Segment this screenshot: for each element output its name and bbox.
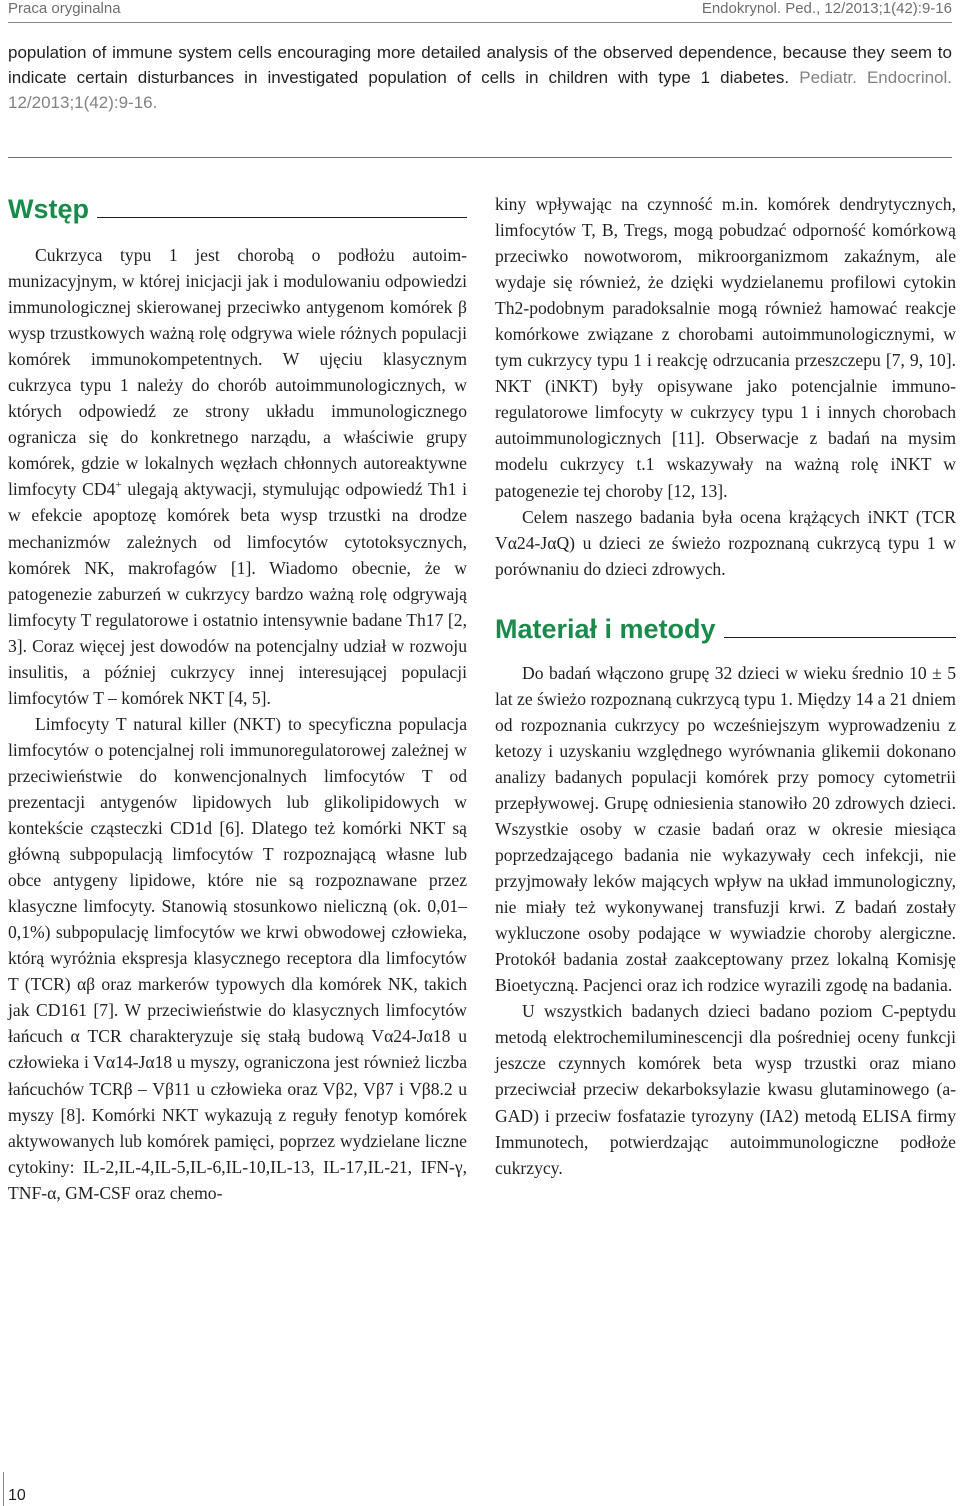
intro-paragraph-2: Limfocyty T natural killer (NKT) to specyficzna populacja limfocytów o potencjalnej roli immunoregulatorowej zależnej w przeciwieństwie do konwencjonalnych limfocytów T od prezentacji antygenów lipidowych lub glikolipidowych w kontekście cząsteczki CD1d [6]. Dlatego też komórki NKT są główną subpopulacją limfocytów T rozpoznającą własne lub obce antygeny lipidowe, które nie są rozpoznawane przez klasyczne limfocyty. Stanowią stosunkowo nieliczną (ok. 0,01–0,1%) subpopulację limfocytów we krwi obwodowej człowieka, którą wyróżnia ekspresja klasycznego receptora dla limfocytów T (TCR) αβ oraz markerów typowych dla komórek NK, takich jak CD161 [7]. W przeciwieństwie do klasycznych limfocytów łańcuch α TCR charakteryzuje się stałą budową Vα24-Jα18 u człowieka i Vα14-Jα18 u myszy, ograniczona jest również liczba łańcuchów TCRβ – Vβ11 u człowieka oraz Vβ2, Vβ7 i Vβ8.2 u myszy [8]. Komórki NKT wykazują z reguły fenotyp komórek aktywowanych lub komórek pamięci, poprzez wydzielane liczne cytokiny: IL-2,IL-4,IL-5,IL-6,IL-10,IL-13, IL-17,IL-21, IFN-γ, TNF-α, GM-CSF oraz chemo- (8, 713, 467, 1203)
right-column (495, 191, 956, 1181)
methods-heading (495, 612, 956, 646)
page-number-rule (3, 1472, 4, 1506)
heading-rule (97, 217, 467, 218)
intro-p1-text: Cukrzyca typu 1 jest chorobą o podłożu autoimmunizacyjnym, w której inicjacji jak i modulowaniu odpowiedzi immunologicznej skierowanej przeciwko antygenom komórek β wysp trzustkowych ważną rolę odgrywa wiele różnych populacji komórek immunokompetentnych. W ujęciu klasycznym cukrzyca typu 1 należy do chorób autoimmunologicznych, w których odpowiedź ze strony układu immunologicznego ogranicza się do konkretnego narządu, a właściwie grupy komórek, gdzie w lokalnych węzłach chłonnych autoreaktywne limfocyty CD4 (8, 245, 467, 500)
superscript-plus: + (115, 479, 122, 492)
article-type-label: Praca oryginalna (8, 0, 121, 17)
intro-heading-text: Wstęp (8, 194, 89, 224)
aim-paragraph: Celem naszego badania była ocena krążących iNKT (TCR Vα24-JαQ) u dzieci ze świeżo rozpoznaną cukrzycą typu 1 w porównaniu do dzieci zdrowych. (495, 506, 956, 579)
intro-heading (8, 192, 467, 226)
intro-paragraph-1 (8, 242, 467, 711)
intro-p1-continued: ulegają aktywacji, stymulując odpowiedź Th1 i w efekcie apoptozę komórek beta wysp trzustki na drodze mechanizmów zależnych od limfocytów cytotoksycznych, komórek NK, makrofagów [1]. Wiadomo obecnie, że w patogenezie zaburzeń w cukrzycy bardzo ważną rolę odgrywają limfocyty T regulatorowe i ostatnio intensywnie badane Th17 [2, 3]. Coraz więcej jest dowodów na potencjalny udział w rozwoju insulitis, a później cukrzycy innej interesującej populacji limfocytów T – komórek NKT [4, 5]. (8, 479, 468, 708)
methods-paragraph-2: U wszystkich badanych dzieci badano poziom C-peptydu metodą elektrochemiluminescencji dla pośredniej oceny funkcji jeszcze czynnych komórek beta wysp trzustki oraz miano przeciwciał przeciw dekarboksylazie kwasu glutaminowego (a-GAD) i przeciw fosfatazie tyrozyny (IA2) metodą ELISA firmy Immunotech, potwierdzając autoimmunologiczne podłoże cukrzycy. (495, 1001, 956, 1178)
left-column (8, 192, 467, 1206)
methods-paragraph-1: Do badań włączono grupę 32 dzieci w wieku średnio 10 ± 5 lat ze świeżo rozpoznaną cukrzycą typu 1. Między 14 a 21 dniem od rozpoznania cukrzycy po wcześniejszym wyprowadzeniu z ketozy i uzyskaniu względnego wyrównania glikemii dokonano analizy badanych populacji komórek przy pomocy cytometrii przepływowej. Grupę odniesienia stanowiło 20 zdrowych dzieci. Wszystkie osoby w czasie badań oraz w okresie miesiąca poprzedzającego badania nie wykazywały cech infekcji, nie przyjmowały leków mających wpływ na układ immunologiczny, nie miały też wykonywanej transfuzji krwi. Z badań zostały wykluczone osoby podające w wywiadzie choroby alergiczne. Protokół badania został zaakceptowany przez lokalną Komisję Bioetyczną. Pacjenci oraz ich rodzice wyrazili zgodę na badania. (495, 662, 956, 996)
methods-heading-text: Materiał i metody (495, 613, 716, 644)
heading-rule (724, 637, 956, 638)
intro-paragraph-3: kiny wpływając na czynność m.in. komórek dendrytycznych, limfocytów T, B, Tregs, mogą pobudzać odporność komórkową przeciwko nowotworom, mikroorganizmom zakaźnym, ale wydaje się również, że dzięki wydzielanemu profilowi cytokin Th2-podobnym paradoksalnie mogą również hamować reakcje komórkowe związane z chorobami autoimmunologicznymi, w tym cukrzycy typu 1 i reakcję odrzucania przeszczepu [7, 9, 10]. NKT (iNKT) były opisywane jako potencjalnie immunoregulatorowe limfocyty w cukrzycy typu 1 i innych chorobach autoimmunologicznych [11]. Obserwacje z badań na mysim modelu cukrzycy t.1 wskazywały na ważną rolę iNKT w patogenezie tej choroby [12, 13]. (495, 194, 956, 501)
running-header (8, 0, 952, 23)
journal-citation: Endokrynol. Ped., 12/2013;1(42):9-16 (701, 0, 952, 17)
section-divider (8, 157, 952, 158)
english-abstract-end (8, 40, 952, 115)
page-number: 10 (8, 1487, 26, 1504)
abstract-citation: Pediatr. Endocrinol. 12/2013;1(42):9-16. (8, 68, 953, 112)
abstract-text: population of immune system cells encouraging more detailed analysis of the observed dependence, because they seem to indicate certain disturbances in investigated population of cells in children with type 1 diabetes. (8, 43, 952, 87)
